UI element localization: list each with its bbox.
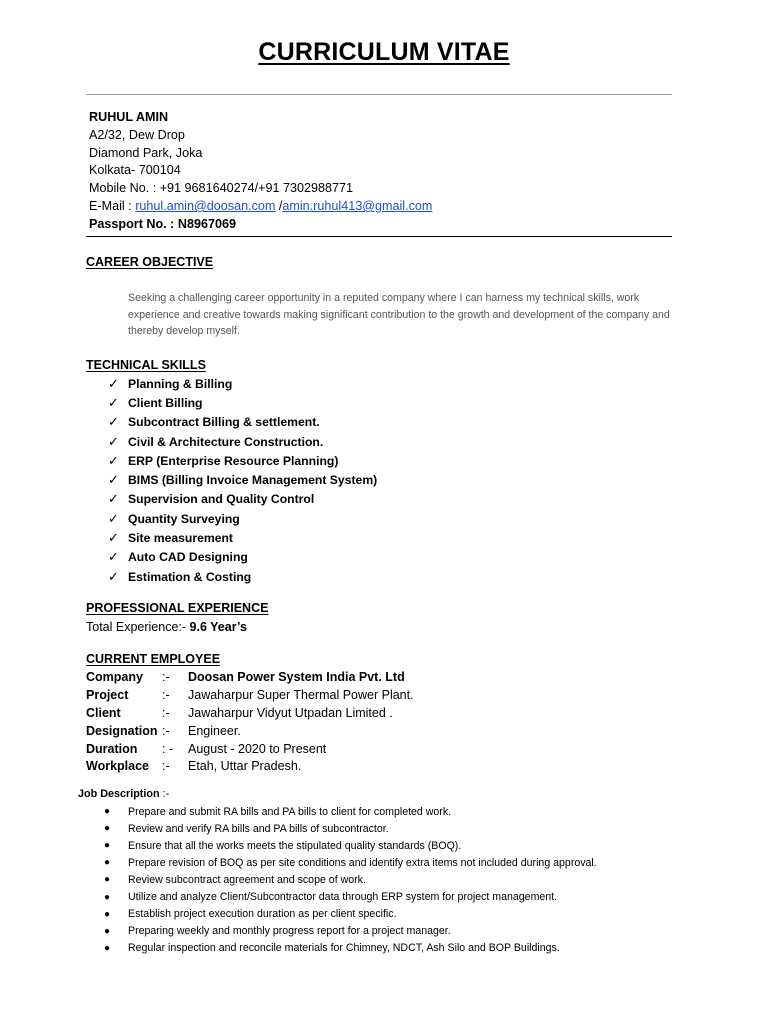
employee-detail-value: Doosan Power System India Pvt. Ltd bbox=[188, 669, 405, 684]
email-separator: / bbox=[275, 198, 283, 213]
employee-detail-row bbox=[86, 686, 414, 704]
skill-label: Client Billing bbox=[128, 395, 203, 410]
checkmark-icon: ✓ bbox=[108, 491, 119, 507]
professional-experience-heading: PROFESSIONAL EXPERIENCE bbox=[86, 601, 269, 615]
skill-label: Supervision and Quality Control bbox=[128, 492, 315, 507]
bullet-dot-icon: ● bbox=[104, 806, 111, 818]
employee-detail-separator: : - bbox=[162, 741, 174, 756]
job-description-item bbox=[104, 888, 597, 905]
employee-detail-separator: :- bbox=[162, 723, 170, 738]
skill-label: Civil & Architecture Construction. bbox=[128, 434, 324, 449]
skill-item bbox=[108, 413, 377, 432]
employee-detail-separator: :- bbox=[162, 705, 170, 720]
skill-item bbox=[108, 432, 377, 451]
job-description-text: Regular inspection and reconcile materials for Chimney, NDCT, Ash Silo and BOP Buildings. bbox=[128, 942, 560, 955]
employee-detail-label: Workplace bbox=[86, 759, 149, 774]
employee-detail-value: Jawaharpur Vidyut Utpadan Limited . bbox=[188, 705, 393, 720]
contact-name: RUHUL AMIN bbox=[89, 110, 169, 124]
checkmark-icon: ✓ bbox=[108, 452, 119, 468]
employee-detail-label: Client bbox=[86, 705, 121, 720]
job-description-item bbox=[104, 871, 597, 888]
skill-label: Planning & Billing bbox=[128, 376, 233, 391]
employee-detail-value: Engineer. bbox=[188, 723, 241, 738]
job-description-text: Prepare and submit RA bills and PA bills to client for completed work. bbox=[128, 805, 452, 818]
job-description-item bbox=[104, 940, 597, 957]
job-description-text: Utilize and analyze Client/Subcontractor data through ERP system for project management. bbox=[128, 891, 558, 904]
job-description-text: Review and verify RA bills and PA bills of subcontractor. bbox=[128, 822, 389, 835]
skill-item bbox=[108, 451, 377, 470]
skill-label: Subcontract Billing & settlement. bbox=[128, 415, 320, 430]
total-experience-value: 9.6 Year’s bbox=[189, 620, 247, 634]
employee-detail-value: August - 2020 to Present bbox=[188, 741, 327, 756]
job-description-item bbox=[104, 923, 597, 940]
job-description-item bbox=[104, 803, 597, 820]
checkmark-icon: ✓ bbox=[108, 472, 119, 488]
checkmark-icon: ✓ bbox=[108, 394, 119, 410]
checkmark-icon: ✓ bbox=[108, 375, 119, 391]
bullet-dot-icon: ● bbox=[104, 942, 111, 954]
bullet-dot-icon: ● bbox=[104, 891, 111, 903]
contact-block bbox=[89, 109, 432, 234]
employee-detail-value: Etah, Uttar Pradesh. bbox=[188, 759, 302, 774]
checkmark-icon: ✓ bbox=[108, 568, 119, 584]
email-label: E-Mail : bbox=[89, 198, 136, 213]
contact-address-line-2: Diamond Park, Joka bbox=[89, 145, 203, 160]
skill-item bbox=[108, 509, 377, 528]
checkmark-icon: ✓ bbox=[108, 433, 119, 449]
job-description-text: Prepare revision of BOQ as per site conditions and identify extra items not included during approval. bbox=[128, 856, 597, 869]
skill-item bbox=[108, 528, 377, 547]
skill-label: Auto CAD Designing bbox=[128, 550, 248, 565]
employee-detail-label: Project bbox=[86, 687, 129, 702]
skill-item bbox=[108, 393, 377, 412]
job-description-heading bbox=[78, 788, 169, 800]
contact-passport: Passport No. : N8967069 bbox=[89, 216, 236, 231]
checkmark-icon: ✓ bbox=[108, 530, 119, 546]
bullet-dot-icon: ● bbox=[104, 908, 111, 920]
bullet-dot-icon: ● bbox=[104, 840, 111, 852]
job-description-text: Preparing weekly and monthly progress report for a project manager. bbox=[128, 925, 451, 938]
document-title: CURRICULUM VITAE bbox=[258, 38, 510, 66]
bullet-dot-icon: ● bbox=[104, 925, 111, 937]
email-link-work[interactable]: ruhul.amin@doosan.com bbox=[135, 198, 276, 213]
contact-address-line-3: Kolkata- 700104 bbox=[89, 163, 181, 178]
contact-divider bbox=[86, 236, 672, 237]
employee-detail-label: Designation bbox=[86, 723, 158, 738]
bullet-dot-icon: ● bbox=[104, 823, 111, 835]
technical-skills-heading: TECHNICAL SKILLS bbox=[86, 358, 206, 372]
skill-label: Estimation & Costing bbox=[128, 569, 252, 584]
career-objective-heading: CAREER OBJECTIVE bbox=[86, 255, 214, 269]
skill-label: Site measurement bbox=[128, 531, 233, 546]
checkmark-icon: ✓ bbox=[108, 414, 119, 430]
contact-email-line bbox=[89, 198, 432, 216]
total-experience-label: Total Experience:- bbox=[86, 620, 190, 634]
skill-label: ERP (Enterprise Resource Planning) bbox=[128, 453, 339, 468]
job-description-list bbox=[104, 803, 597, 957]
employee-detail-separator: :- bbox=[162, 669, 170, 684]
employee-detail-label: Duration bbox=[86, 741, 138, 756]
job-description-text: Ensure that all the works meets the stipulated quality standards (BOQ). bbox=[128, 839, 462, 852]
bullet-dot-icon: ● bbox=[104, 857, 111, 869]
job-description-item bbox=[104, 854, 597, 871]
bullet-dot-icon: ● bbox=[104, 874, 111, 886]
contact-address-line-1: A2/32, Dew Drop bbox=[89, 127, 185, 142]
skill-label: BIMS (Billing Invoice Management System) bbox=[128, 473, 378, 488]
employee-detail-row bbox=[86, 722, 414, 740]
technical-skills-list bbox=[108, 374, 377, 586]
skill-item bbox=[108, 374, 377, 393]
skill-item bbox=[108, 567, 377, 586]
employee-detail-value: Jawaharpur Super Thermal Power Plant. bbox=[188, 687, 414, 702]
job-description-text: Review subcontract agreement and scope of work. bbox=[128, 873, 366, 886]
job-description-item bbox=[104, 837, 597, 854]
job-description-suffix: :- bbox=[159, 788, 170, 800]
employee-detail-row bbox=[86, 704, 414, 722]
skill-item bbox=[108, 548, 377, 567]
skill-label: Quantity Surveying bbox=[128, 511, 240, 526]
skill-item bbox=[108, 490, 377, 509]
employee-detail-row bbox=[86, 668, 414, 686]
contact-mobile: Mobile No. : +91 9681640274/+91 7302988771 bbox=[89, 181, 353, 196]
checkmark-icon: ✓ bbox=[108, 510, 119, 526]
skill-item bbox=[108, 470, 377, 489]
job-description-text: Establish project execution duration as per client specific. bbox=[128, 908, 397, 921]
current-employee-heading: CURRENT EMPLOYEE bbox=[86, 652, 221, 666]
employee-detail-label: Company bbox=[86, 669, 143, 684]
email-link-personal[interactable]: amin.ruhul413@gmail.com bbox=[282, 198, 433, 213]
career-objective-text: Seeking a challenging career opportunity in a reputed company where I can harness my technical skills, work experience and creative towards making significant contribution to the growth and development of the company and thereby develop myself. bbox=[128, 292, 670, 338]
employee-detail-row bbox=[86, 740, 414, 758]
job-description-item bbox=[104, 820, 597, 837]
total-experience bbox=[86, 620, 247, 634]
checkmark-icon: ✓ bbox=[108, 549, 119, 565]
job-description-item bbox=[104, 906, 597, 923]
employee-detail-separator: :- bbox=[162, 687, 170, 702]
header-divider bbox=[86, 94, 672, 95]
employee-detail-separator: :- bbox=[162, 759, 170, 774]
job-description-title: Job Description bbox=[78, 788, 160, 800]
employee-detail-row bbox=[86, 757, 414, 775]
current-employee-details bbox=[86, 668, 414, 775]
